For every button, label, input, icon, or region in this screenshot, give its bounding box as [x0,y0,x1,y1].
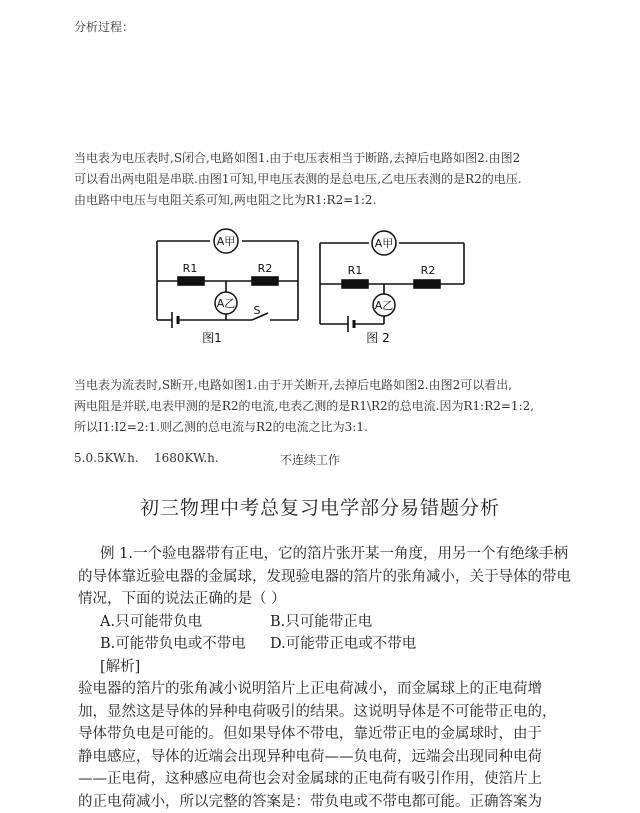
question-line: 的导体靠近验电器的金属球，发现验电器的箔片的张角减小，关于导体的带电 [78,566,574,589]
paragraph-line: 可以看出两电阻是串联.由图1可知,甲电压表测的是总电压,乙电压表测的是R2的电压. [74,169,574,190]
paragraph-line: 由电路中电压与电阻关系可知,两电阻之比为R1:R2=1:2. [74,190,574,211]
analysis-line: 验电器的箔片的张角减小说明箔片上正电荷减小，而金属球上的正电荷增 [78,678,574,701]
resistor-r2-symbol [252,277,278,285]
analysis-line: 导体带负电是可能的。但如果导体不带电，靠近带正电的金属球时，由于 [78,723,574,746]
resistor-r1-symbol [342,280,368,288]
paragraph-line: 所以I1:I2=2:1.则乙测的总电流与R2的电流之比为3:1. [74,417,574,438]
analysis-label: [解析] [78,656,574,679]
ammeter-mid-label: A乙 [375,299,394,312]
option-d: D.可能带正电或不带电 [270,633,416,656]
options-row [78,611,574,634]
figure-1-caption: 图1 [202,331,222,345]
circuit-diagrams [140,222,480,352]
ammeter-top-label: A甲 [375,237,394,250]
r2-label: R2 [421,264,436,277]
analysis-line: 加，显然这是导体的异种电荷吸引的结果。这说明导体是不可能带正电的， [78,701,574,724]
resistor-r1-symbol [178,277,204,285]
ammeter-top-label: A甲 [217,235,236,248]
example-1 [78,543,574,813]
paragraph-line: 两电阻是并联,电表甲测的是R2的电流,电表乙测的是R1\R2的总电流.因为R1:R2=1:2, [74,396,574,417]
circuit-figure-2 [320,243,464,332]
analysis-line: 的正电荷减小，所以完整的答案是：带负电或不带电都可能。正确答案为 [78,791,574,813]
analysis-line: ——正电荷，这种感应电荷也会对金属球的正电荷有吸引作用，使箔片上 [78,768,574,791]
answer-3: 不连续工作 [280,451,340,468]
figure-2-caption: 图 2 [366,331,389,345]
switch-label: S [254,304,261,317]
ammeter-mid-label: A乙 [217,297,236,310]
r2-label: R2 [258,262,273,275]
question-line: 例 1.一个验电器带有正电，它的箔片张开某一角度，用另一个有绝缘手柄 [78,543,574,566]
analysis-line: 静电感应，导体的近端会出现异种电荷——负电荷，远端会出现同种电荷 [78,746,574,769]
paragraph-line: 当电表为电压表时,S闭合,电路如图1.由于电压表相当于断路,去掉后电路如图2.由图2 [74,148,574,169]
section-title: 初三物理中考总复习电学部分易错题分析 [0,493,640,520]
r1-label: R1 [348,264,363,277]
circuit-figure-1 [157,241,298,328]
option-b: B.只可能带正电 [270,611,372,634]
paragraph-voltmeter-case [74,148,574,211]
answer-1: 5.0.5KW.h. [74,451,139,465]
r1-label: R1 [183,262,198,275]
option-c: B.可能带负电或不带电 [100,633,246,656]
paragraph-line: 当电表为流表时,S断开,电路如图1.由于开关断开,去掉后电路如图2.由图2可以看出, [74,375,574,396]
analysis-heading: 分析过程： [74,18,134,35]
paragraph-ammeter-case [74,375,574,438]
resistor-r2-symbol [414,280,440,288]
question-line: 情况，下面的说法正确的是（ ） [78,588,574,611]
option-a: A.只可能带负电 [100,611,202,634]
answer-2: 1680KW.h. [154,451,219,465]
options-row [78,633,574,656]
